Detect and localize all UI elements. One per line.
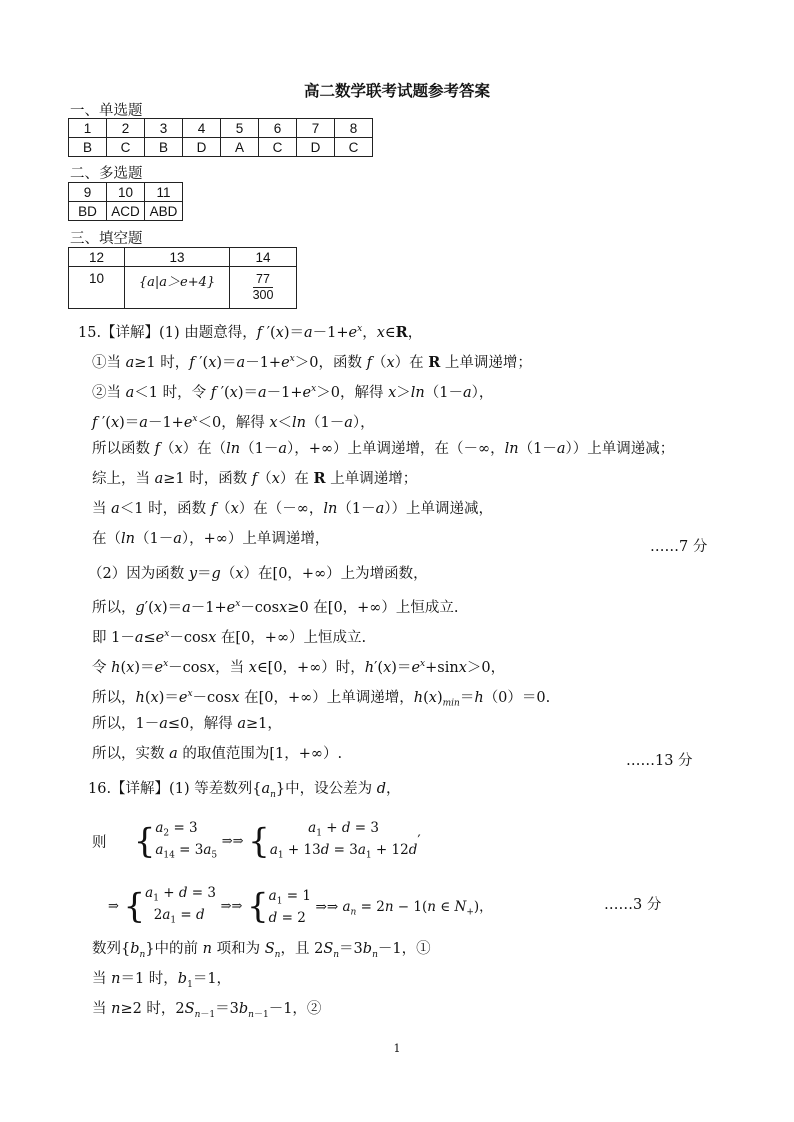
table-cell: 14 bbox=[230, 248, 297, 267]
text-line: 当 n≥2 时，$2S_{n-1}=3b_{n-1}-1$，② bbox=[92, 1001, 322, 1020]
text-line: 所以函数 f（x）在（ln（1－a），+∞）上单调递增，在（－∞，ln（1－a））上单调递减； bbox=[92, 441, 675, 457]
table-cell: BD bbox=[69, 202, 107, 221]
table-cell: A bbox=[221, 138, 259, 157]
text-line: （2）因为函数 y＝g（x）在[0，+∞）上为增函数， bbox=[88, 566, 428, 582]
table-row bbox=[69, 138, 373, 157]
single-choice-table bbox=[68, 118, 373, 157]
text-line: 所以，$g'(x)=a-1+e^x-\cos x\ge 0$ 在[0，+∞）上恒成立. bbox=[92, 599, 459, 616]
text-line: 令 $h(x)=e^x-\cos x$，当 x∈[0，+∞）时，$h'(x)=e^x+\sin x>0$， bbox=[92, 659, 506, 676]
table-cell: 8 bbox=[335, 119, 373, 138]
table-cell: 3 bbox=[145, 119, 183, 138]
fill-blank-table bbox=[68, 247, 297, 309]
table-row bbox=[69, 267, 297, 309]
text-line: 在（ln（1－a），+∞）上单调递增， bbox=[92, 531, 330, 547]
page-number: 1 bbox=[393, 1042, 401, 1055]
text-line: 所以，实数 a 的取值范围为[1，+∞）. bbox=[92, 746, 343, 762]
table-cell: D bbox=[183, 138, 221, 157]
table-cell: 10 bbox=[107, 183, 145, 202]
table-cell: 11 bbox=[145, 183, 183, 202]
table-row bbox=[69, 119, 373, 138]
equation-system-2: ⇒ {$a_1 + d = 3$ $2a_1 = d$ ⇒⇒ {$a_1 = 1$ d = 2 ⇒⇒ $a_n = 2n - 1(n$ ∈ $N_+$)， bbox=[108, 885, 493, 927]
text-line: 数列$\{b_n\}$中的前 n 项和为 $S_n$，且 $2S_n=3b_n-1$，① bbox=[92, 941, 431, 960]
table-cell: 6 bbox=[259, 119, 297, 138]
table-cell: ABD bbox=[145, 202, 183, 221]
table-cell: 10 bbox=[69, 267, 125, 309]
table-cell: 12 bbox=[69, 248, 125, 267]
page-title: 高二数学联考试题参考答案 bbox=[303, 82, 490, 100]
text-line: 综上，当 a≥1 时，函数 f（x）在 R 上单调递增； bbox=[92, 470, 418, 487]
fraction-denominator: 300 bbox=[252, 288, 274, 302]
table-cell: C bbox=[107, 138, 145, 157]
table-cell: {a|a＞e+4} bbox=[125, 267, 230, 309]
text-line: 当 n＝1 时，$b_1=1$， bbox=[92, 971, 232, 990]
text-line: 即 $1-a\le e^x-\cos x$ 在[0，+∞）上恒成立. bbox=[92, 629, 367, 646]
table-cell: ACD bbox=[107, 202, 145, 221]
equation-system-1: 则 {$a_2 = 3$ $a_{14} = 3a_5$ ⇒⇒ { $a_1 + d = 3$ $a_1 + 13d = 3a_1 + 12d'$ bbox=[92, 820, 421, 862]
table-cell: 1 bbox=[69, 119, 107, 138]
table-row bbox=[69, 202, 183, 221]
fraction bbox=[253, 272, 274, 303]
text-line: ②当 a＜1 时，令 f $'(x)=a-1+e^x>0$，解得 x＞ln（1－a）， bbox=[92, 384, 494, 401]
table-cell: 7 bbox=[297, 119, 335, 138]
table-cell: 5 bbox=[221, 119, 259, 138]
section-single-choice: 一、单选题 bbox=[70, 103, 143, 119]
table-cell: 4 bbox=[183, 119, 221, 138]
text-line: 当 a＜1 时，函数 f（x）在（－∞，ln（1－a））上单调递减， bbox=[92, 501, 493, 517]
problem-15-header: 15.【详解】(1) 由题意得，f $'(x)=a-1+e^x$，x∈R， bbox=[78, 323, 423, 341]
table-row bbox=[69, 183, 183, 202]
table-cell: 9 bbox=[69, 183, 107, 202]
problem-16-header: 16.【详解】(1) 等差数列$\{a_n\}$中，设公差为 d， bbox=[88, 781, 401, 800]
table-cell: 13 bbox=[125, 248, 230, 267]
score-7: ……7 分 bbox=[650, 539, 708, 555]
score-13: ……13 分 bbox=[626, 753, 693, 769]
score-3: ……3 分 bbox=[604, 897, 662, 913]
table-cell: B bbox=[145, 138, 183, 157]
multi-choice-table bbox=[68, 182, 183, 221]
table-cell: C bbox=[335, 138, 373, 157]
text-line: 所以，$h(x)=e^x-\cos x$ 在[0，+∞）上单调递增，$h(x)_{min}=h(0)=0$. bbox=[92, 689, 551, 709]
section-multi-choice: 二、多选题 bbox=[70, 166, 143, 182]
table-cell bbox=[230, 267, 297, 309]
section-fill-blank: 三、填空题 bbox=[70, 231, 143, 247]
table-cell: C bbox=[259, 138, 297, 157]
table-row bbox=[69, 248, 297, 267]
text-line: 所以，1－a≤0，解得 a≥1， bbox=[92, 716, 282, 732]
fraction-numerator: 77 bbox=[253, 272, 274, 288]
table-cell: B bbox=[69, 138, 107, 157]
text-line: f $'(x)=a-1+e^x<0$，解得 x＜ln（1－a）， bbox=[92, 414, 375, 431]
table-cell: D bbox=[297, 138, 335, 157]
text-line: ①当 a≥1 时，f $'(x)=a-1+e^x>0$，函数 f（x）在 R 上单调递增； bbox=[92, 353, 532, 371]
table-cell: 2 bbox=[107, 119, 145, 138]
